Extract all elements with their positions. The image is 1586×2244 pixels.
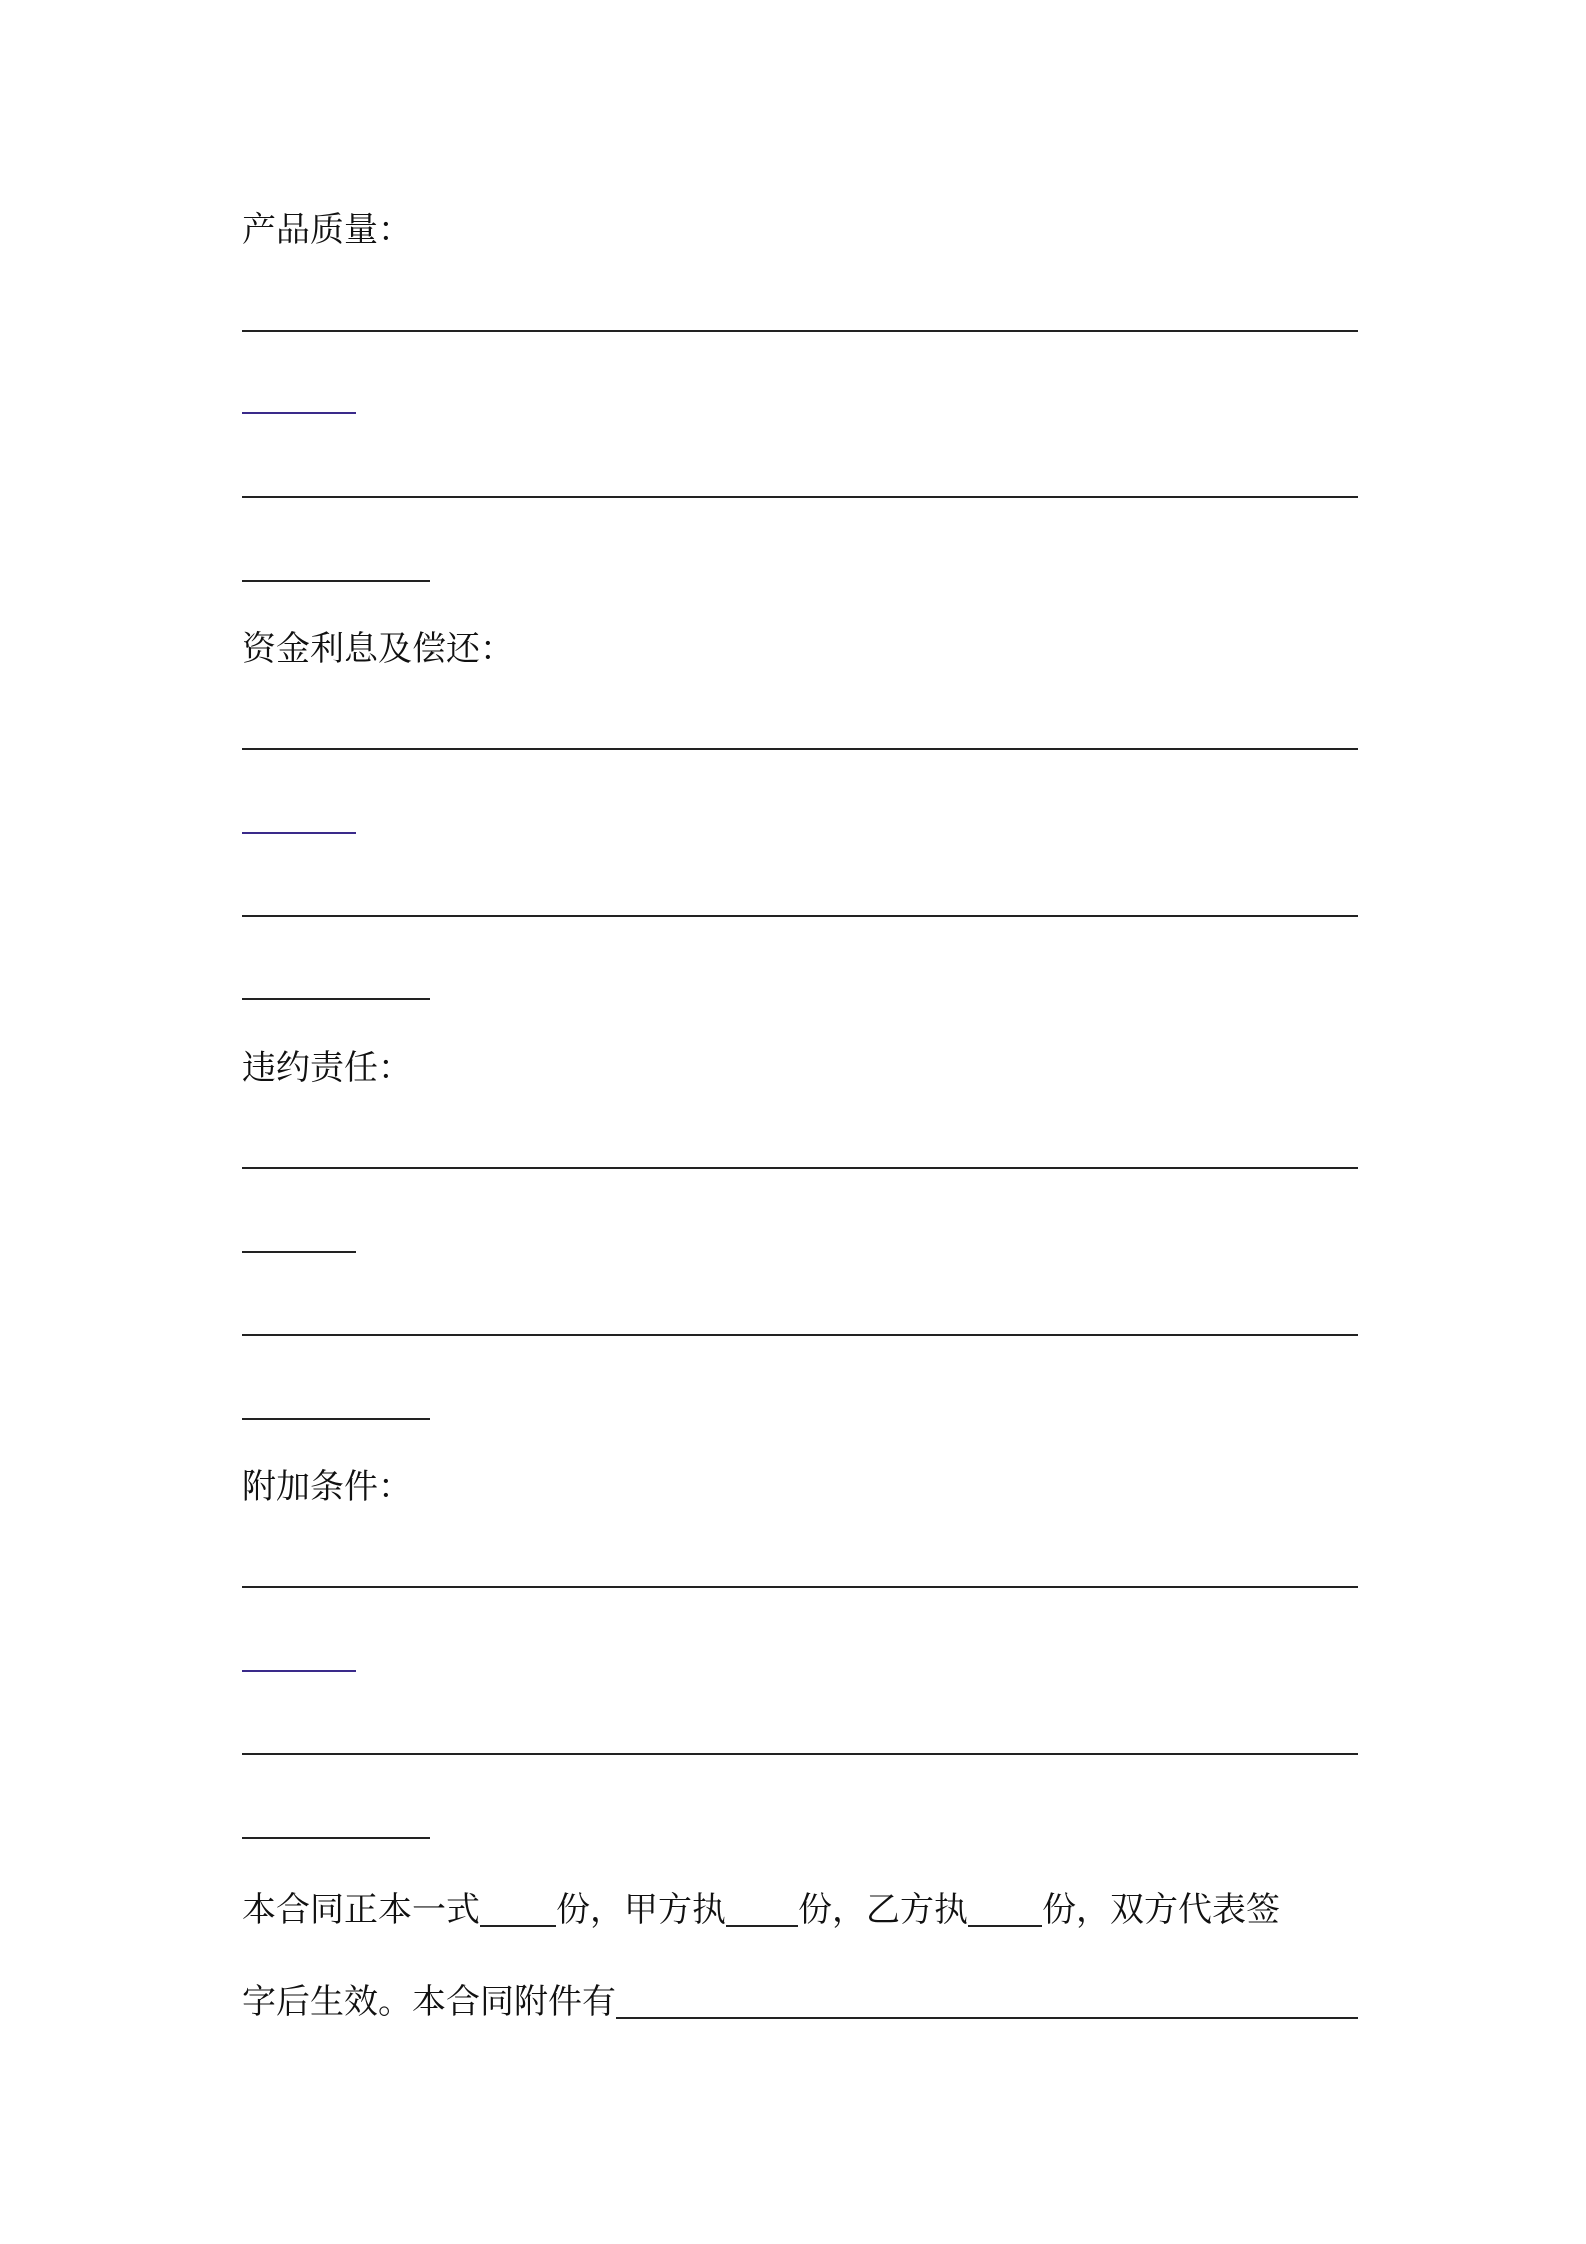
closing-text: 份，双方代表签 <box>1042 1890 1280 1930</box>
blank-line[interactable] <box>242 998 430 1000</box>
closing-line-2 <box>242 1977 1358 2027</box>
blank-line[interactable] <box>242 1334 1358 1336</box>
blank-line[interactable] <box>242 412 356 414</box>
blank-line[interactable] <box>242 1586 1358 1588</box>
blank-line[interactable] <box>242 1753 1358 1755</box>
blank-line[interactable] <box>242 580 430 582</box>
closing-text: 份，乙方执 <box>798 1890 968 1930</box>
section-heading-additional-conditions: 附加条件： <box>242 1467 412 1507</box>
closing-text: 字后生效。本合同附件有 <box>242 1982 616 2022</box>
closing-text: 本合同正本一式 <box>242 1890 480 1930</box>
blank-line[interactable] <box>242 1837 430 1839</box>
copies-party-b-blank[interactable] <box>968 1885 1042 1927</box>
attachments-blank[interactable] <box>616 1977 1358 2019</box>
blank-line[interactable] <box>242 1251 356 1253</box>
blank-line[interactable] <box>242 330 1358 332</box>
closing-text: 份，甲方执 <box>556 1890 726 1930</box>
blank-line[interactable] <box>242 1167 1358 1169</box>
blank-line[interactable] <box>242 915 1358 917</box>
section-heading-capital-interest: 资金利息及偿还： <box>242 629 514 669</box>
blank-line[interactable] <box>242 496 1358 498</box>
copies-party-a-blank[interactable] <box>726 1885 798 1927</box>
closing-line-1 <box>242 1885 1358 1935</box>
blank-line[interactable] <box>242 832 356 834</box>
section-heading-liability: 违约责任： <box>242 1048 412 1088</box>
section-heading-product-quality: 产品质量： <box>242 210 412 250</box>
blank-line[interactable] <box>242 1418 430 1420</box>
copies-total-blank[interactable] <box>480 1885 556 1927</box>
blank-line[interactable] <box>242 1670 356 1672</box>
blank-line[interactable] <box>242 748 1358 750</box>
